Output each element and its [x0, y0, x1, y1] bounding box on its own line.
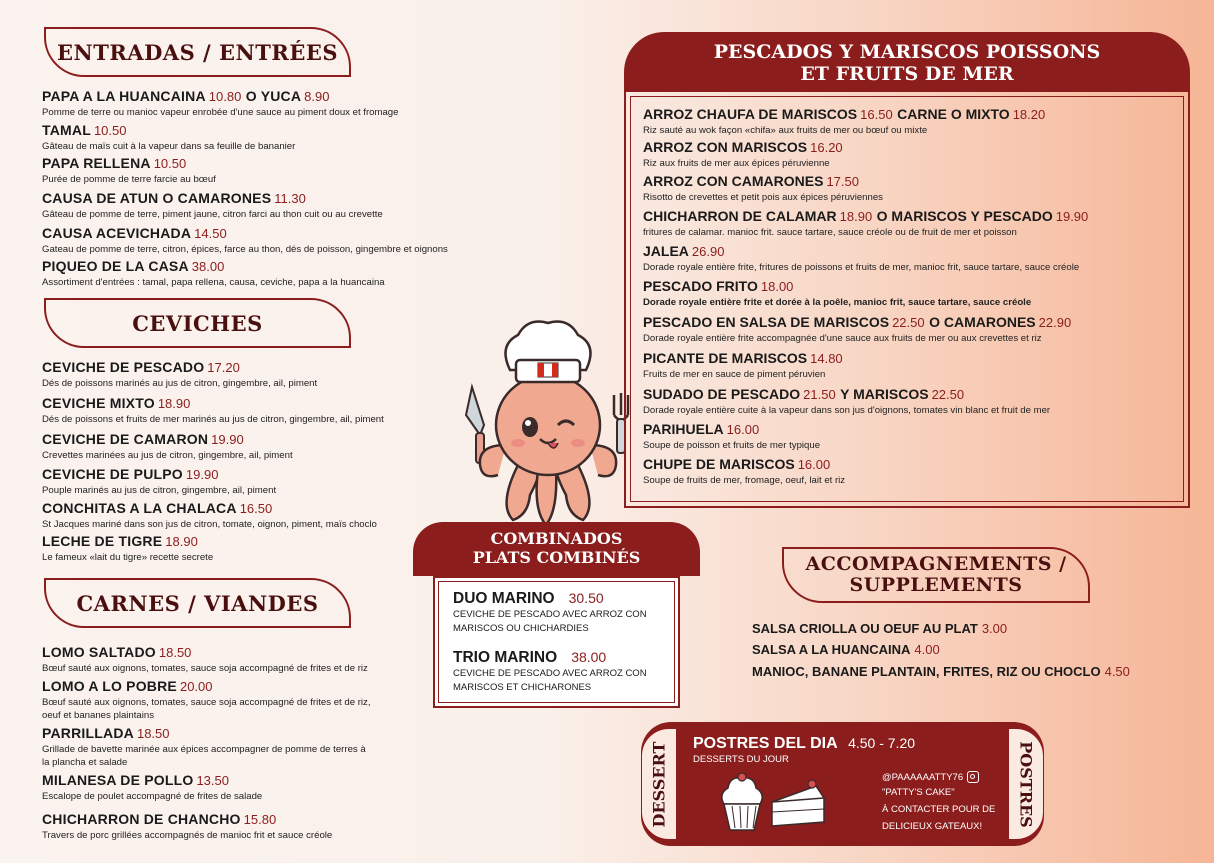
combo-item: TRIO MARINO 38.00 CEVICHE DE PESCADO AVEC ARROZ CON MARISCOS ET CHICHARONES — [453, 649, 647, 693]
menu-item: LOMO A LO POBRE 20.00 Bœuf sauté aux oignons, tomates, sauce soja accompagné de frites et de riz, oeuf et bananes plaintains — [42, 678, 371, 721]
contact-line1: À CONTACTER POUR DE — [882, 804, 996, 815]
combinados-header — [413, 522, 700, 576]
menu-item: CEVICHE MIXTO 18.90 Dés de poissons et fruits de mer marinés au jus de citron, gingembre, ail, piment — [42, 395, 384, 425]
dessert-right-tab: POSTRES — [1008, 728, 1044, 840]
ceviches-header — [44, 298, 351, 348]
cake-slice-icon — [768, 778, 828, 830]
menu-item: TAMAL 10.50 Gâteau de maïs cuit à la vapeur dans sa feuille de bananier — [42, 122, 296, 152]
menu-item: PAPA A LA HUANCAINA 10.80 O YUCA 8.90 Pomme de terre ou manioc vapeur enrobée d'une sauce au piment doux et fromage — [42, 88, 399, 118]
entradas-header — [44, 27, 351, 77]
menu-item: SUDADO DE PESCADO 21.50 Y MARISCOS 22.50 Dorade royale entière cuite à la vapeur dans son jus d'oignons, tomates vin blanc et fruit de mer — [643, 386, 1051, 416]
accompagnements-title-line2: SUPPLEMENTS — [849, 574, 1023, 596]
menu-item: ARROZ CON MARISCOS 16.20 Riz aux fruits de mer aux épices péruvienne — [643, 139, 843, 169]
menu-item: JALEA 26.90 Dorade royale entière frite, fritures de poissons et fruits de mer, manioc frit, sauce tartare, sauce créole — [643, 243, 1080, 273]
instagram-row — [882, 771, 979, 783]
carnes-header — [44, 578, 351, 628]
menu-item: CHUPE DE MARISCOS 16.00 Soupe de fruits de mer, fromage, oeuf, lait et riz — [643, 456, 846, 486]
pescados-title-line1: PESCADOS Y MARISCOS POISSONS — [713, 41, 1101, 63]
combinados-title-line1: COMBINADOS — [490, 529, 623, 548]
contact-line2: DELICIEUX GATEAUX! — [882, 821, 983, 832]
menu-item: CEVICHE DE PESCADO 17.20 Dés de poissons marinés au jus de citron, gingembre, ail, piment — [42, 359, 318, 389]
menu-item: CAUSA ACEVICHADA 14.50 Gateau de pomme de terre, citron, épices, farce au thon, dés de poisson, gingembre et oignons — [42, 225, 448, 255]
instagram-handle[interactable]: @PAAAAAATTY76 — [882, 771, 964, 783]
combo-item: DUO MARINO 30.50 CEVICHE DE PESCADO AVEC ARROZ CON MARISCOS OU CHICHARDIES — [453, 590, 647, 634]
dessert-left-tab: DESSERT — [641, 728, 677, 840]
menu-item: PICANTE DE MARISCOS 14.80 Fruits de mer en sauce de piment péruvien — [643, 350, 843, 380]
combinados-title-line2: PLATS COMBINÉS — [472, 548, 641, 567]
menu-item: PESCADO FRITO 18.00 Dorade royale entière frite et dorée à la poêle, manioc frit, sauce tartare, sauce créole — [643, 278, 1032, 308]
carnes-title: CARNES / VIANDES — [76, 590, 319, 616]
octopus-chef-mascot — [458, 315, 638, 530]
dessert-price: 4.50 - 7.20 — [848, 735, 916, 751]
cupcake-icon — [716, 772, 768, 834]
dessert-title-row — [693, 735, 915, 753]
shop-name: "PATTY'S CAKE" — [882, 787, 955, 798]
menu-item: CHICHARRON DE CALAMAR 18.90 O MARISCOS Y PESCADO 19.90 fritures de calamar. manioc frit. sauce tartare, sauce créole ou de fruit de mer et poisson — [643, 208, 1089, 238]
dessert-title: POSTRES DEL DIA — [693, 735, 838, 752]
menu-item: ARROZ CON CAMARONES 17.50 Risotto de crevettes et petit pois aux épices péruviennes — [643, 173, 883, 203]
menu-item: LOMO SALTADO 18.50 Bœuf sauté aux oignons, tomates, sauce soja accompagné de frites et de riz — [42, 644, 368, 674]
dessert-subtitle: DESSERTS DU JOUR — [693, 754, 789, 765]
pescados-title-line2: ET FRUITS DE MER — [800, 63, 1014, 85]
side-item: SALSA A LA HUANCAINA 4.00 — [752, 642, 940, 657]
menu-item: LECHE DE TIGRE 18.90 Le fameux «lait du tigre» recette secrete — [42, 533, 214, 563]
menu-item: CHICHARRON DE CHANCHO 15.80 Travers de porc grillées accompagnés de manioc frit et sauce créole — [42, 811, 333, 841]
ceviches-title: CEVICHES — [132, 310, 263, 336]
menu-item: ARROZ CHAUFA DE MARISCOS 16.50 CARNE O MIXTO 18.20 Riz sauté au wok façon «chifa» aux fruits de mer ou bœuf ou mixte — [643, 106, 1046, 136]
menu-item: MILANESA DE POLLO 13.50 Escalope de poulet accompagné de frites de salade — [42, 772, 263, 802]
menu-item: CEVICHE DE PULPO 19.90 Pouple marinés au jus de citron, gingembre, ail, piment — [42, 466, 277, 496]
menu-item: PARRILLADA 18.50 Grillade de bavette marinée aux épices accompagner de pomme de terres à la plancha et salade — [42, 725, 366, 768]
side-item: SALSA CRIOLLA OU OEUF AU PLAT 3.00 — [752, 621, 1008, 636]
menu-item: PAPA RELLENA 10.50 Purée de pomme de terre farcie au bœuf — [42, 155, 216, 185]
entradas-title: ENTRADAS / ENTRÉES — [57, 39, 338, 65]
menu-item: CONCHITAS A LA CHALACA 16.50 St Jacques mariné dans son jus de citron, tomate, oignon, piment, maïs choclo — [42, 500, 377, 530]
menu-item: PIQUEO DE LA CASA 38.00 Assortiment d'entrées : tamal, papa rellena, causa, ceviche, papa a la huancaina — [42, 258, 385, 288]
side-item: MANIOC, BANANE PLANTAIN, FRITES, RIZ OU CHOCLO 4.50 — [752, 664, 1130, 679]
accompagnements-title-line1: ACCOMPAGNEMENTS / — [805, 553, 1067, 575]
instagram-icon — [967, 771, 979, 783]
accompagnements-header — [782, 547, 1090, 603]
pescados-header — [624, 32, 1190, 92]
menu-item: PARIHUELA 16.00 Soupe de poisson et fruits de mer typique — [643, 421, 821, 451]
menu-item: CEVICHE DE CAMARON 19.90 Crevettes marinées au jus de citron, gingembre, ail, piment — [42, 431, 293, 461]
menu-item: CAUSA DE ATUN O CAMARONES 11.30 Gâteau de pomme de terre, piment jaune, citron farci au thon cuit ou au crevette — [42, 190, 383, 220]
menu-item: PESCADO EN SALSA DE MARISCOS 22.50 O CAMARONES 22.90 Dorade royale entière frite accompagnée d'une sauce aux fruits de mer ou aux crevettes et riz — [643, 314, 1072, 344]
